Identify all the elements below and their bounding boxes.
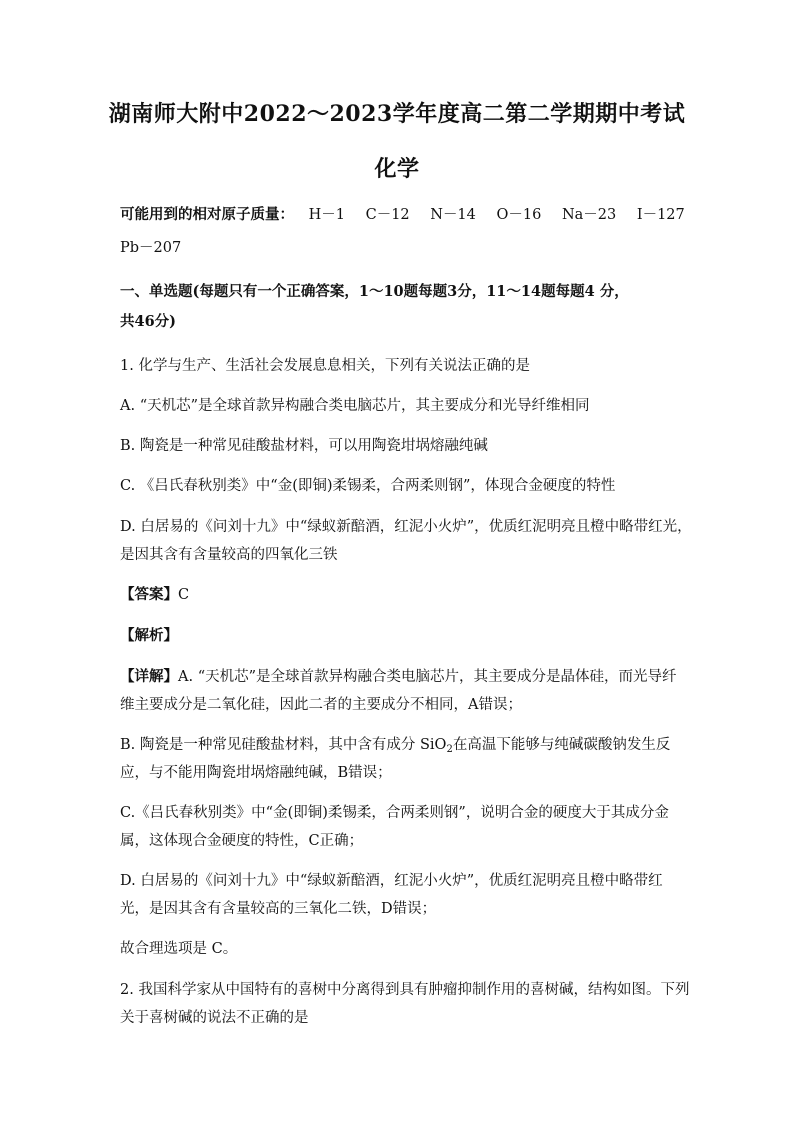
- q1-detail-a-line2: 维主要成分是二氧化硅，因此二者的主要成分不相同，A错误；: [120, 697, 522, 713]
- detail-b-subscript: 2: [446, 744, 453, 755]
- q1-conclusion: 故合理选项是 C。: [120, 941, 238, 957]
- section-heading-line2: 共46分): [120, 313, 177, 330]
- q1-answer: [120, 585, 680, 605]
- q1-detail-b-line1: [120, 735, 680, 755]
- answer-tag: 【答案】: [120, 586, 178, 603]
- q1-option-d-line2: 是因其含有含量较高的四氧化三铁: [120, 547, 338, 563]
- q1-stem: 1. 化学与生产、生活社会发展息息相关，下列有关说法正确的是: [120, 358, 530, 374]
- q2-stem-line1: 2. 我国科学家从中国特有的喜树中分离得到具有肿瘤抑制作用的喜树碱，结构如图。下列: [120, 982, 690, 998]
- detail-a-text: A. “天机芯”是全球首款异构融合类电脑芯片，其主要成分是晶体硅，而光导纤: [178, 669, 677, 685]
- atomic-mass-n: N－14: [430, 207, 476, 223]
- detail-tag: 【详解】: [120, 668, 178, 685]
- subject-title: 化学: [374, 156, 420, 182]
- q1-option-d-line1: D. 白居易的《问刘十九》中“绿蚁新醅酒，红泥小火炉”，优质红泥明亮且橙中略带红光，: [120, 519, 692, 535]
- q1-detail-d-line1: D. 白居易的《问刘十九》中“绿蚁新醅酒，红泥小火炉”，优质红泥明亮且橙中略带红: [120, 873, 663, 889]
- q1-option-c: C. 《吕氏春秋别类》中“金(即铜)柔锡柔，合两柔则钢”，体现合金硬度的特性: [120, 478, 616, 494]
- detail-b-post: 在高温下能够与纯碱碳酸钠发生反: [452, 737, 671, 753]
- q2-stem-line2: 关于喜树碱的说法不正确的是: [120, 1010, 309, 1026]
- atomic-mass-label: 可能用到的相对原子质量：: [120, 206, 294, 223]
- atomic-mass-h: H－1: [308, 207, 345, 223]
- q1-detail-c-line1: C.《吕氏春秋别类》中“金(即铜)柔锡柔，合两柔则钢”，说明合金的硬度大于其成分金: [120, 805, 669, 821]
- atomic-mass-row: [120, 205, 685, 225]
- atomic-mass-i: I－127: [636, 207, 685, 223]
- detail-b-pre: B. 陶瓷是一种常见硅酸盐材料，其中含有成分 SiO: [120, 737, 447, 753]
- q1-analysis-tag: [120, 626, 680, 646]
- atomic-mass-na: Na－23: [561, 207, 617, 223]
- q1-detail-d-line2: 光，是因其含有含量较高的三氧化二铁，D错误；: [120, 901, 437, 917]
- q1-option-b: B. 陶瓷是一种常见硅酸盐材料，可以用陶瓷坩埚熔融纯碱: [120, 438, 488, 454]
- q1-detail-a-line1: [120, 667, 680, 687]
- exam-title: 湖南师大附中2022～2023学年度高二第二学期期中考试: [108, 101, 686, 127]
- atomic-mass-pb: Pb－207: [120, 240, 182, 256]
- q1-detail-b-line2: 应，与不能用陶瓷坩埚熔融纯碱，B错误；: [120, 765, 392, 781]
- atomic-mass-o: O－16: [496, 207, 542, 223]
- answer-value: C: [178, 587, 190, 603]
- atomic-mass-c: C－12: [365, 207, 410, 223]
- section-heading-line1: 一、单选题(每题只有一个正确答案，1～10题每题3分，11～14题每题4 分，: [120, 283, 629, 300]
- q1-detail-c-line2: 属，这体现合金硬度的特性，C正确；: [120, 833, 364, 849]
- q1-option-a: A. “天机芯”是全球首款异构融合类电脑芯片，其主要成分和光导纤维相同: [120, 398, 590, 414]
- analysis-tag: 【解析】: [120, 627, 178, 644]
